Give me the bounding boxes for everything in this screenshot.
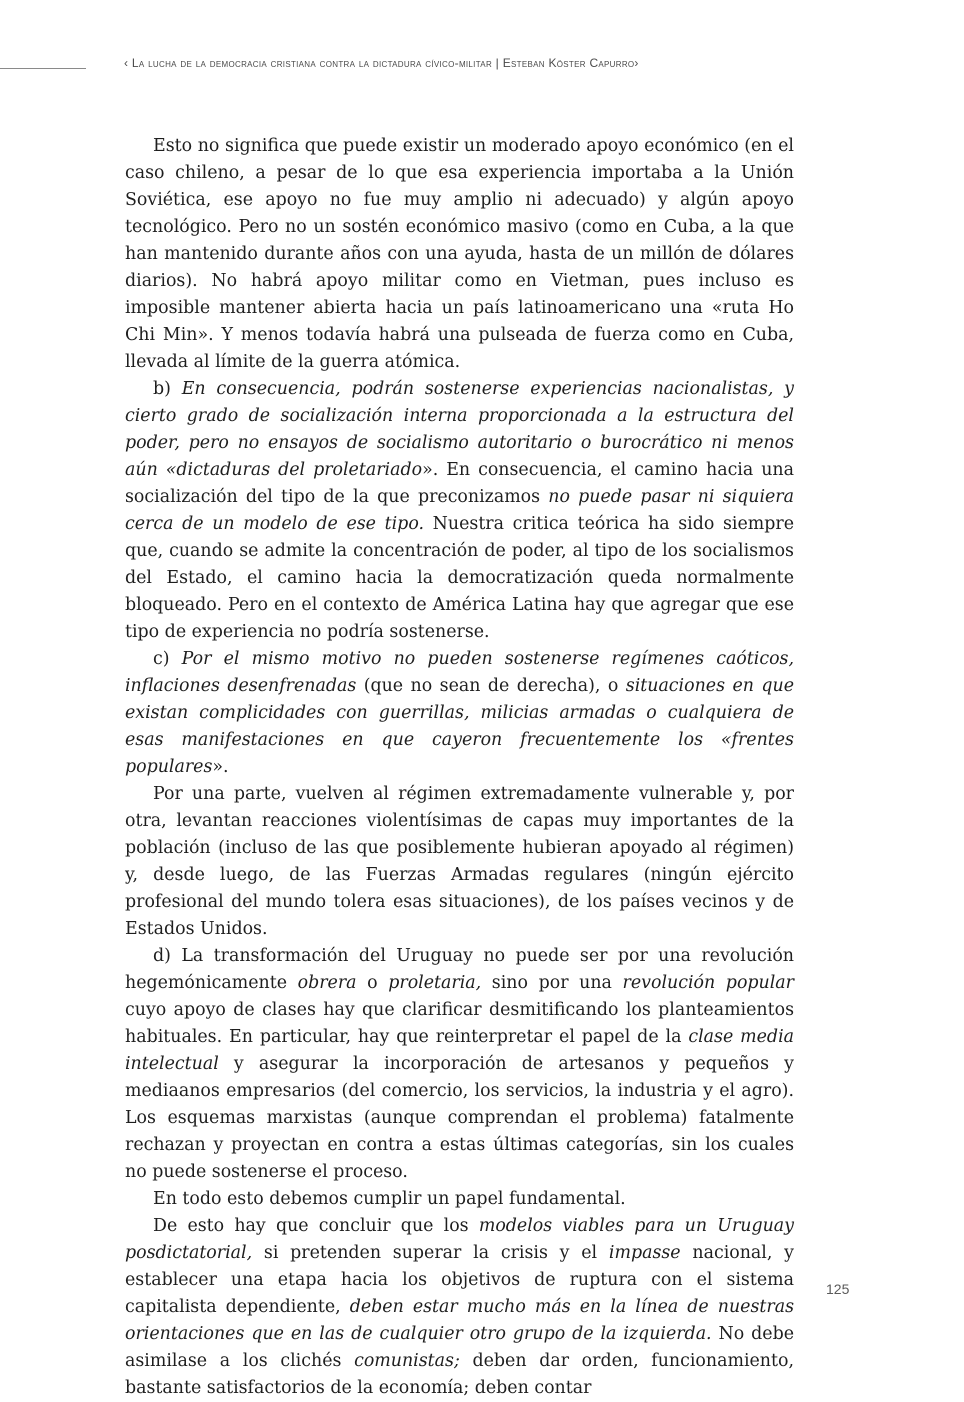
paragraph: [125, 1186, 794, 1213]
italic-run: Por el mismo motivo no pueden sostenerse regímenes caóticos, inflaciones desenfrenadas: [125, 649, 794, 696]
paragraph: [125, 943, 794, 1186]
text-run: d) La transformación del Uruguay no puede ser por una revolución hegemónicamente: [125, 946, 794, 993]
header-rule: [0, 68, 86, 69]
text-run: si pretenden superar la crisis y el: [252, 1243, 609, 1263]
text-run: ». En consecuencia, el camino hacia una socialización del tipo de la que preconizamos: [125, 460, 794, 507]
italic-run: modelos viables para un Uruguay posdictatorial,: [125, 1216, 794, 1263]
italic-run: impasse: [608, 1243, 681, 1263]
text-run: ».: [212, 757, 229, 777]
paragraph: [125, 133, 794, 376]
italic-run: deben estar mucho más en la línea de nuestras orientaciones que en las de cualquier otro grupo de la izquierda.: [125, 1297, 794, 1344]
text-run: y asegurar la incorporación de artesanos y pequeños y mediaanos empresarios (del comercio, los servicios, la industria y el agro). Los esquemas marxistas (aunque comprendan el problema) fatalmente rechazan y proyectan en contra a estas últimas categorías, sin los cuales no puede sostenerse el proceso.: [125, 1054, 794, 1182]
body-text: [125, 133, 794, 1402]
text-run: cuyo apoyo de clases hay que clarificar desmitificando los planteamientos habituales. En particular, hay que reinterpretar el papel de la: [125, 1000, 794, 1047]
paragraph: [125, 1213, 794, 1402]
page-number: 125: [826, 1281, 850, 1297]
text-run: nacional, y establecer una etapa hacia los objetivos de ruptura con el sistema capitalista dependiente,: [125, 1243, 794, 1317]
italic-run: comunistas;: [354, 1351, 460, 1371]
paragraph: [125, 646, 794, 781]
text-run: De esto hay que concluir que los: [153, 1216, 479, 1236]
italic-run: revolución popular: [622, 973, 794, 993]
text-run: deben dar orden, funcionamiento, bastante satisfactorios de la economía; deben contar: [125, 1351, 794, 1398]
running-header: ‹ La lucha de la democracia cristiana contra la dictadura cívico-militar | Esteban Köster Capurro›: [124, 56, 639, 70]
text-run: Nuestra critica teórica ha sido siempre que, cuando se admite la concentración de poder, al tipo de los socialismos del Estado, el camino hacia la democratización queda normalmente bloqueado. Pero en el contexto de América Latina hay que agregar que ese tipo de experiencia no podría sostenerse.: [125, 514, 794, 642]
italic-run: no puede pasar ni siquiera cerca de un modelo de ese tipo.: [125, 487, 794, 534]
text-run: (que no sean de derecha), o: [356, 676, 626, 696]
italic-run: En consecuencia, podrán sostenerse experiencias nacionalistas, y cierto grado de socialización interna proporcionada a la estructura del poder, pero no ensayos de socialismo autoritario o burocrático ni menos aún «dictaduras del proletariado: [125, 379, 794, 480]
italic-run: situaciones en que existan complicidades con guerrillas, milicias armadas o cualquiera de esas manifestaciones en que cayeron frecuentemente los «frentes populares: [125, 676, 795, 777]
paragraph: [125, 376, 794, 646]
text-run: Por una parte, vuelven al régimen extremadamente vulnerable y, por otra, levantan reacciones violentísimas de capas muy importantes de la población (incluso de las que posiblemente hubieran apoyado al régimen) y, desde luego, de las Fuerzas Armadas regulares (ningún ejército profesional del mundo tolera esas situaciones), de los países vecinos y de Estados Unidos.: [125, 784, 794, 939]
text-run: sino por una: [481, 973, 623, 993]
text-run: No debe asimilase a los clichés: [125, 1324, 794, 1371]
text-run: Esto no significa que puede existir un moderado apoyo económico (en el caso chileno, a pesar de lo que esa experiencia importaba a la Unión Soviética, ese apoyo no fue muy amplio ni adecuado) y algún apoyo tecnológico. Pero no un sostén económico masivo (como en Cuba, a la que han mantenido durante años con una ayuda, hasta de un millón de dólares diarios). No habrá apoyo militar como en Vietman, pues incluso es imposible mantener abierta hacia un país latinoamericano una «ruta Ho Chi Min». Y menos todavía habrá una pulseada de fuerza como en Cuba, llevada al límite de la guerra atómica.: [125, 136, 794, 372]
text-run: o: [356, 973, 389, 993]
italic-run: proletaria,: [388, 973, 482, 993]
paragraph: [125, 781, 794, 943]
text-run: En todo esto debemos cumplir un papel fundamental.: [153, 1189, 626, 1209]
text-run: b): [153, 379, 182, 399]
text-run: c): [153, 649, 182, 669]
italic-run: obrera: [297, 973, 357, 993]
italic-run: clase media intelectual: [125, 1027, 794, 1074]
